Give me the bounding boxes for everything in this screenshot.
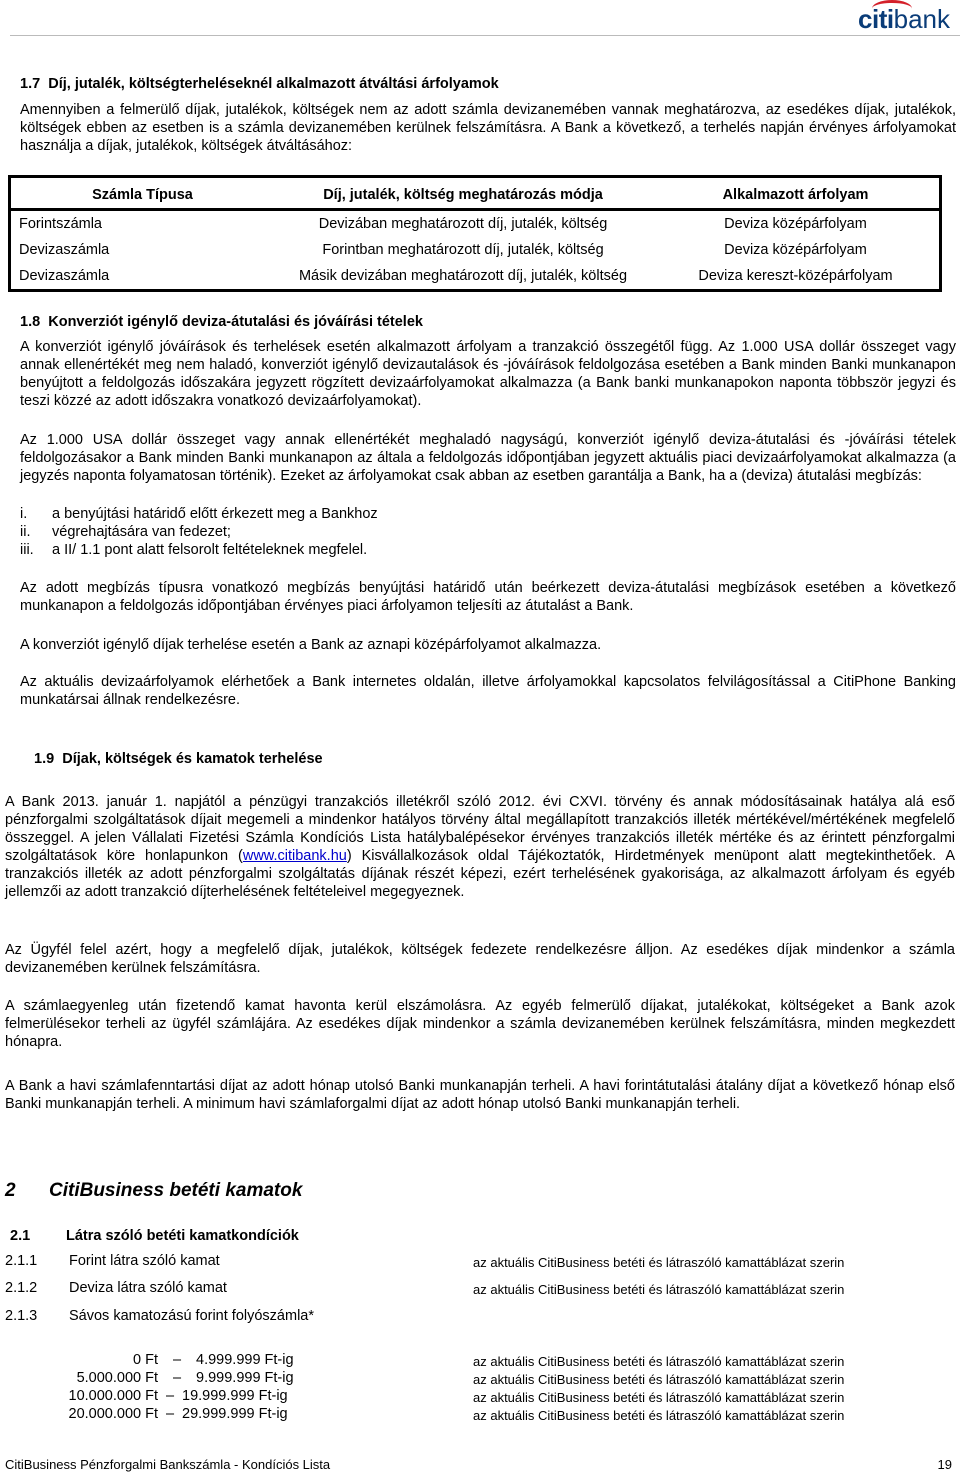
header-divider <box>10 35 960 36</box>
table-cell: Deviza középárfolyam <box>724 216 867 232</box>
section-1-8-p3: Az adott megbízás típusra vonatkozó megbízás benyújtási határidő után beérkezett deviza-átutalási megbízások esetében a következő munkanapon a feldolgozás időpontjában érvényes piaci árfolyamon teljesíti az átutalást a Bank. <box>20 580 956 614</box>
section-1-9-p3: A számlaegyenleg után fizetendő kamat havonta kerül elszámolásra. Az egyéb felmerülő díjakat, jutalékokat, költségeket a Bank azok felmerülésekor terheli az ügyfél számlájára. Az esedékes díjak mindenkor a számla devizanemében kerülnek felszámításra, minden megkezdett hónapra. <box>5 998 955 1050</box>
table-cell: Forintszámla <box>19 216 102 232</box>
table-row <box>10 210 941 238</box>
section-2-heading <box>5 1180 302 1202</box>
section-number: 1.9 <box>34 751 55 767</box>
table-cell: Másik devizában meghatározott díj, jutalék, költség <box>298 268 628 284</box>
band-row: 10.000.000 Ft – 19.999.999 Ft-ig <box>68 1388 288 1404</box>
section-title: Díjak, költségek és kamatok terhelése <box>62 751 323 767</box>
rate-value: az aktuális CitiBusiness betéti és látraszóló kamattáblázat szerin <box>473 1390 845 1405</box>
col-header: Díj, jutalék, költség meghatározás módja <box>274 177 652 210</box>
logo-arc <box>872 0 912 17</box>
section-1-8-p5: Az aktuális devizaárfolyamok elérhetőek a Bank internetes oldalán, illetve árfolyamokkal kapcsolatos felvilágosítással a CitiPhone Banking munkatársai állnak rendelkezésre. <box>20 674 956 708</box>
rate-value: az aktuális CitiBusiness betéti és látraszóló kamattáblázat szerin <box>473 1354 845 1369</box>
rate-value: az aktuális CitiBusiness betéti és látraszóló kamattáblázat szerin <box>473 1408 845 1423</box>
section-1-7-text: Amennyiben a felmerülő díjak, jutalékok, költségek nem az adott számla devizanemében vannak meghatározva, az esedékes díjak, jutalékok, költségek ebben az esetben is a számla devizanemében kerülnek felszámításra. A Bank a következő, a terhelés napján érvényes árfolyamokat használja a díjak, jutalékok, költségek átváltásához: <box>20 102 956 154</box>
list-item: ii. végrehajtására van fedezet; <box>20 524 231 540</box>
section-1-9-p2: Az Ügyfél felel azért, hogy a megfelelő díjak, jutalékok, költségek fedezete rendelkezésre álljon. Az esedékes díjak mindenkor a számla devizanemében kerülnek felszámításra. <box>5 942 955 976</box>
section-number: 2.1 <box>10 1228 31 1244</box>
section-1-8-p2: Az 1.000 USA dollár összeget vagy annak ellenértékét meghaladó nagyságú, konverziót igénylő deviza-átutalási és -jóváírási tételek feldolgozásakor a Bank minden Banki munkanapon az általa a feldolgozás időpontjában jegyzett aktuális piaci devizaárfolyamokat alkalmazza (a jegyzés naponta folyamatosan történik). Ezeket az árfolyamokat csak abban az esetben garantálja a Bank, ha a (deviza) átutalási megbízás: <box>20 432 956 484</box>
rate-row: 2.1.2 Deviza látra szóló kamat <box>5 1280 227 1296</box>
section-title: CitiBusiness betéti kamatok <box>49 1180 303 1201</box>
condition-list <box>20 505 378 559</box>
footer-text: CitiBusiness Pénzforgalmi Bankszámla - Kondíciós Lista <box>5 1457 331 1472</box>
section-1-9-heading <box>34 751 323 767</box>
page-number: 19 <box>937 1457 952 1472</box>
table-row <box>10 237 941 263</box>
col-header: Számla Típusa <box>10 177 275 210</box>
citibank-logo <box>858 4 950 35</box>
rate-value: az aktuális CitiBusiness betéti és látraszóló kamattáblázat szerin <box>473 1255 845 1270</box>
section-number: 2 <box>5 1180 16 1201</box>
table-cell: Devizaszámla <box>19 242 110 258</box>
list-item: iii. a II/ 1.1 pont alatt felsorolt feltételeknek megfelel. <box>20 542 368 558</box>
table-cell: Devizaszámla <box>19 268 110 284</box>
section-1-9-p1: A Bank 2013. január 1. napjától a pénzügyi tranzakciós illetékről szóló 2012. évi CXVI. törvény és annak módosításainak hatálya alá eső pénzforgalmi szolgáltatások díjait megemeli a mindenkor hatályos törvény által megállapított tranzakciós illeték mértékével/mértékének megfelelő összeggel. A jelen Vállalati Fizetési Számla Kondíciós Lista hatálybalépésekor érvényes tranzakciós illeték mértéke és az érintett pénzforgalmi szolgáltatások köre honlapunkon (www.citibank.hu) Kisvállalkozások oldal Tájékoztatók, Hirdetmények menüpont alatt megtekinthetőek. A tranzakciós illeték az adott pénzforgalmi szolgáltatás díjának részét képezi, ezért terhelésének gyakorisága, az alkalmazott árfolyam és egyéb jellemzői az adott tranzakció díjterhelésének feltételeivel megegyeznek. <box>5 794 955 900</box>
section-2-1-heading <box>10 1228 299 1244</box>
list-item: i. a benyújtási határidő előtt érkezett meg a Bankhoz <box>20 506 378 522</box>
table-cell: Deviza középárfolyam <box>724 242 867 258</box>
table-cell: Forintban meghatározott díj, jutalék, költség <box>322 242 604 258</box>
fee-conversion-table <box>8 175 942 292</box>
rate-row: 2.1.1 Forint látra szóló kamat <box>5 1253 220 1269</box>
band-row: 5.000.000 Ft – 9.999.999 Ft-ig <box>76 1370 294 1386</box>
band-row: 20.000.000 Ft – 29.999.999 Ft-ig <box>68 1406 288 1422</box>
rate-value: az aktuális CitiBusiness betéti és látraszóló kamattáblázat szerin <box>473 1372 845 1387</box>
table-header-row <box>10 177 941 210</box>
logo-bank: bank <box>893 4 950 34</box>
section-title: Díj, jutalék, költségterheléseknél alkalmazott átváltási árfolyamok <box>48 76 499 92</box>
band-row: 0 Ft – 4.999.999 Ft-ig <box>133 1352 294 1368</box>
table-cell: Devizában meghatározott díj, jutalék, költség <box>318 216 608 232</box>
section-1-7-heading <box>20 76 499 92</box>
section-title: Látra szóló betéti kamatkondíciók <box>66 1228 299 1244</box>
section-1-8-heading <box>20 314 423 330</box>
rate-value: az aktuális CitiBusiness betéti és látraszóló kamattáblázat szerin <box>473 1282 845 1297</box>
table-cell: Deviza kereszt-középárfolyam <box>698 268 893 284</box>
rate-row: 2.1.3 Sávos kamatozású forint folyószámla* <box>5 1308 314 1324</box>
citibank-link[interactable]: www.citibank.hu <box>242 848 347 864</box>
col-header: Alkalmazott árfolyam <box>652 177 941 210</box>
logo-citi: citi <box>858 4 894 34</box>
section-1-8-p1: A konverziót igénylő jóváírások és terhelések esetén alkalmazott árfolyam a tranzakció összegétől függ. Az 1.000 USA dollár összeget vagy annak ellenértékét meg nem haladó, konverziót igénylő devizautalások és -jóváírások feldolgozása esetében a Bank minden Banki munkanapon benyújtott a feldolgozás időszakára jegyzett rögzített devizaárfolyamokat alkalmazza (a Bank banki munkanapokon naponta többször jegyzi és teszi közzé az adott időszakra vonatkozó devizaárfolyamokat). <box>20 339 956 409</box>
section-1-9-p4: A Bank a havi számlafenntartási díjat az adott hónap utolsó Banki munkanapján terheli. A havi forintátutalási átalány díjat a következő hónap első Banki munkanapján terheli. A minimum havi számlaforgalmi díjat az adott hónap utolsó Banki munkanapján terheli. <box>5 1078 955 1112</box>
section-number: 1.7 <box>20 76 41 92</box>
table-row <box>10 263 941 291</box>
section-1-8-p4: A konverziót igénylő díjak terhelése esetén a Bank az aznapi középárfolyamot alkalmazza. <box>20 637 602 653</box>
section-title: Konverziót igénylő deviza-átutalási és jóváírási tételek <box>48 314 423 330</box>
section-number: 1.8 <box>20 314 41 330</box>
